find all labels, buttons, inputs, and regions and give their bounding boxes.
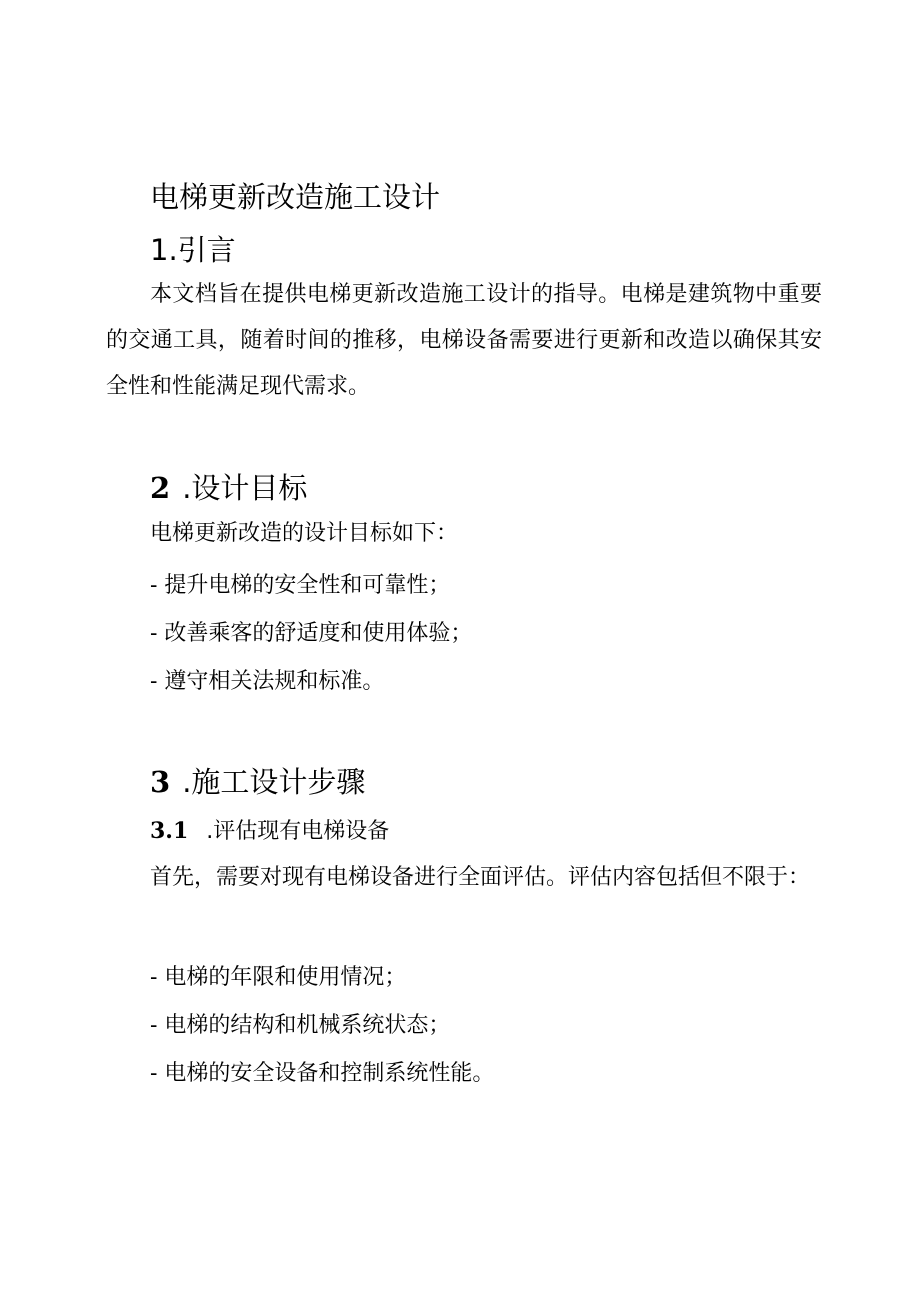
section-2-heading (150, 466, 307, 507)
subsection-3-1-number: 3.1 (150, 818, 189, 844)
section-2-item-2: - 改善乘客的舒适度和使用体验； (150, 621, 473, 646)
section-1-number: 1. (150, 233, 178, 267)
subsection-3-1-title: .评估现有电梯设备 (206, 819, 390, 844)
section-3-heading (150, 760, 365, 801)
section-2-item-3: - 遵守相关法规和标准。 (150, 669, 385, 694)
subsection-3-1-item-2: - 电梯的结构和机械系统状态； (150, 1013, 451, 1038)
section-2-number: 2 (150, 471, 171, 505)
section-3-title: .施工设计步骤 (182, 765, 366, 799)
subsection-3-1-paragraph: 首先，需要对现有电梯设备进行全面评估。评估内容包括但不限于： (150, 865, 811, 890)
section-2-title: .设计目标 (182, 471, 308, 505)
subsection-3-1-item-3: - 电梯的安全设备和控制系统性能。 (150, 1061, 495, 1086)
section-2-item-1: - 提升电梯的安全性和可靠性； (150, 573, 451, 598)
subsection-3-1-item-1: - 电梯的年限和使用情况； (150, 965, 407, 990)
section-3-number: 3 (150, 765, 171, 799)
section-2-intro: 电梯更新改造的设计目标如下： (150, 521, 459, 546)
subsection-3-1-heading (150, 814, 389, 845)
section-1-heading (150, 228, 236, 269)
section-1-title: 引言 (177, 233, 236, 267)
document-title: 电梯更新改造施工设计 (150, 180, 441, 214)
section-1-paragraph: 本文档旨在提供电梯更新改造施工设计的指导。电梯是建筑物中重要的交通工具，随着时间的推移，电梯设备需要进行更新和改造以确保其安全性和性能满足现代需求。 (106, 282, 822, 399)
